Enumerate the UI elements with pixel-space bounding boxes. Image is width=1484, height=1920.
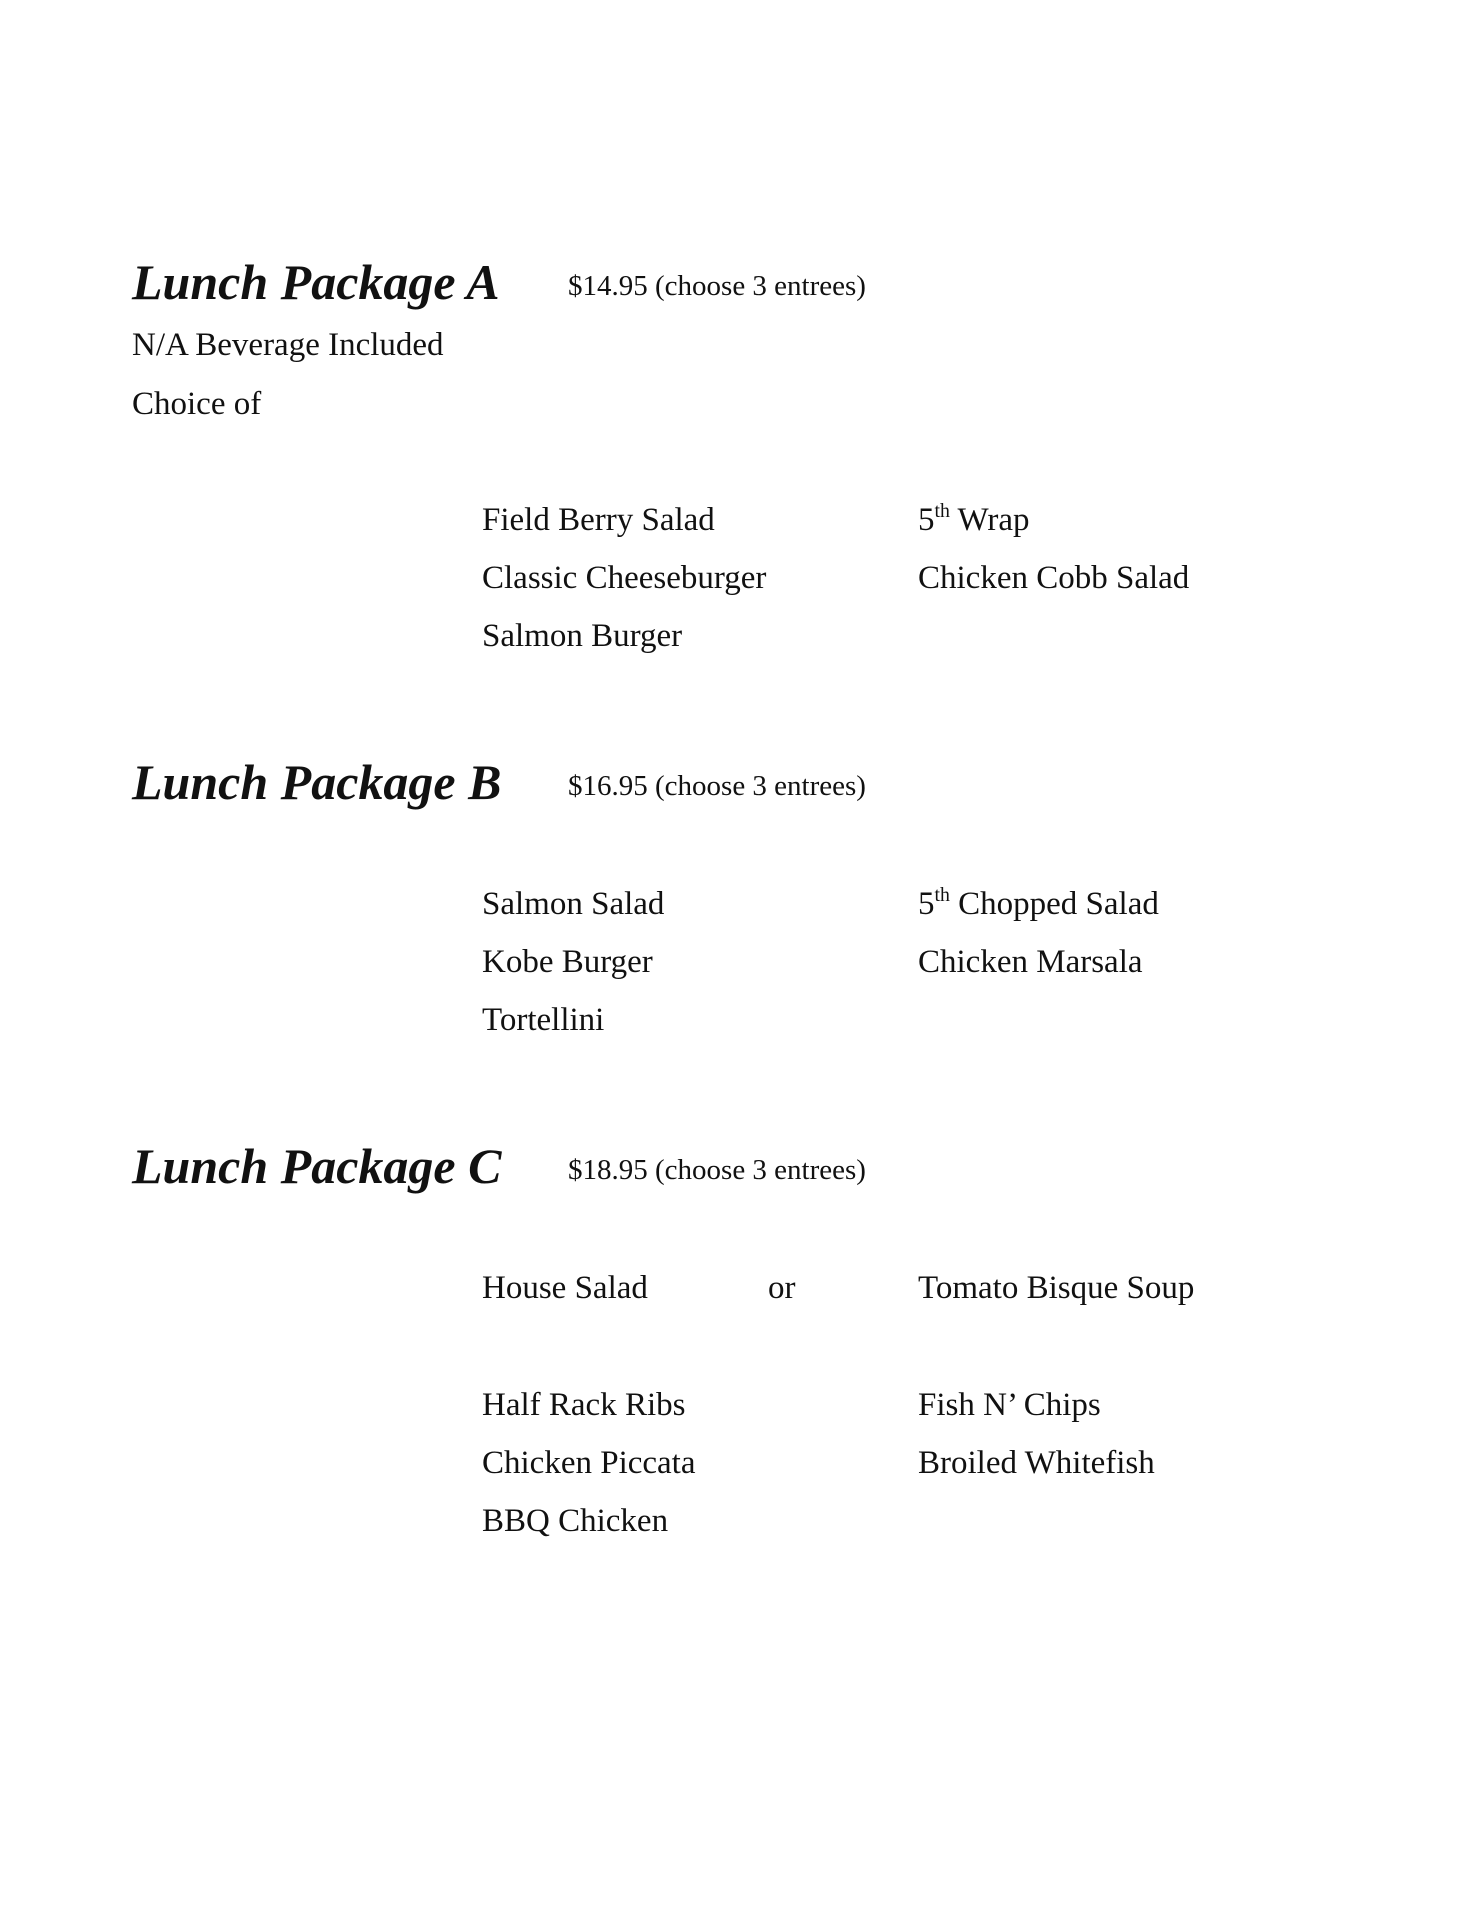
package-b-item-chicken-marsala: Chicken Marsala <box>918 944 1143 980</box>
package-a-item-chicken-cobb-salad: Chicken Cobb Salad <box>918 560 1190 596</box>
package-c-starter-house-salad: House Salad <box>482 1270 648 1306</box>
package-a-item-5th-wrap: 5th Wrap <box>918 500 1030 538</box>
package-c-starter-tomato-bisque-soup: Tomato Bisque Soup <box>918 1270 1195 1306</box>
package-b-item-kobe-burger: Kobe Burger <box>482 944 653 980</box>
package-c-item-bbq-chicken: BBQ Chicken <box>482 1503 669 1539</box>
package-c-item-half-rack-ribs: Half Rack Ribs <box>482 1387 686 1423</box>
package-c-starter-or: or <box>768 1270 796 1306</box>
package-c-item-chicken-piccata: Chicken Piccata <box>482 1445 696 1481</box>
package-c-title: Lunch Package C <box>132 1138 502 1194</box>
package-c-item-fish-n-chips: Fish N’ Chips <box>918 1387 1101 1423</box>
package-b-item-5th-chopped-salad: 5th Chopped Salad <box>918 884 1159 922</box>
package-b-price: $16.95 (choose 3 entrees) <box>568 770 866 802</box>
package-b-item-tortellini: Tortellini <box>482 1002 605 1038</box>
package-a-choice-label: Choice of <box>132 386 262 422</box>
package-a-price: $14.95 (choose 3 entrees) <box>568 270 866 302</box>
package-b-item-salmon-salad: Salmon Salad <box>482 886 665 922</box>
package-a-beverage-note: N/A Beverage Included <box>132 327 444 363</box>
package-c-price: $18.95 (choose 3 entrees) <box>568 1154 866 1186</box>
package-a-item-salmon-burger: Salmon Burger <box>482 618 683 654</box>
package-a-item-field-berry-salad: Field Berry Salad <box>482 502 715 538</box>
package-b-title: Lunch Package B <box>132 754 502 810</box>
package-c-item-broiled-whitefish: Broiled Whitefish <box>918 1445 1155 1481</box>
package-a-title: Lunch Package A <box>132 254 500 310</box>
package-a-item-classic-cheeseburger: Classic Cheeseburger <box>482 560 767 596</box>
